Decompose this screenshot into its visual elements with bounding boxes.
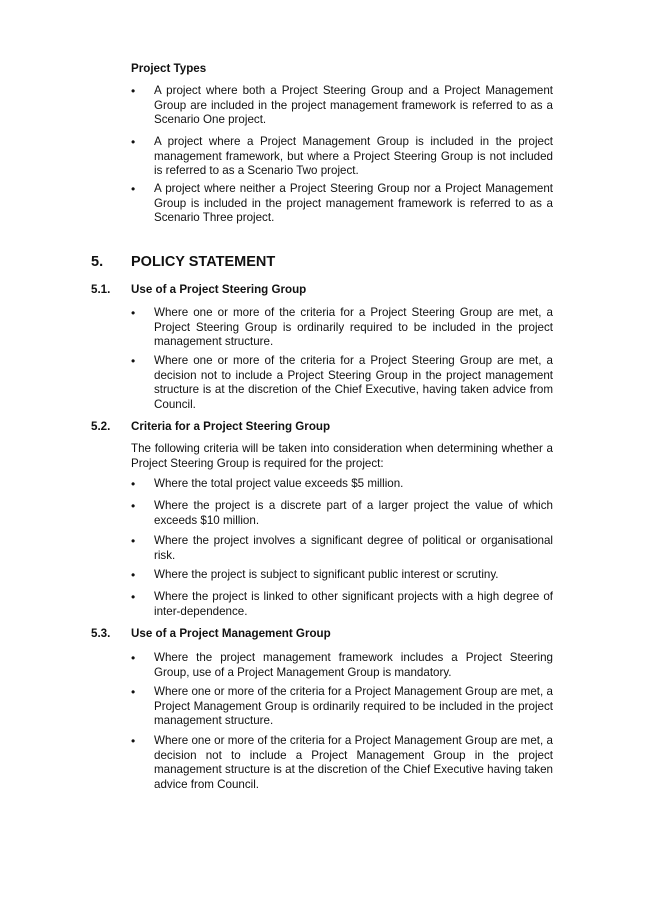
- s53-bullet-2: Where one or more of the criteria for a Project Management Group are met, a Project Management Group is ordinarily required to be included in the project management structure.: [154, 685, 553, 728]
- s52-bullet-2: Where the project is a discrete part of a larger project the value of which exceeds $10 million.: [154, 499, 553, 527]
- subsection-number: 5.1.: [91, 283, 111, 296]
- project-types-bullet-1: A project where both a Project Steering Group and a Project Management Group are included in the project management framework is referred to as a Scenario One project.: [154, 84, 553, 127]
- s51-bullet-1: Where one or more of the criteria for a Project Steering Group are met, a Project Steering Group is ordinarily required to be included in the project management structure.: [154, 306, 553, 349]
- s53-bullet-3: Where one or more of the criteria for a Project Management Group are met, a decision not to include a Project Management Group in the project management structure is at the discretion of the Chief Executive having taken advice from Council.: [154, 734, 553, 791]
- section-number: 5.: [91, 254, 104, 270]
- bullet-icon: •: [131, 182, 136, 196]
- subsection-number: 5.2.: [91, 420, 111, 433]
- s52-bullet-5: Where the project is linked to other significant projects with a high degree of inter-dependence.: [154, 590, 553, 618]
- bullet-icon: •: [131, 306, 136, 320]
- s51-bullet-2: Where one or more of the criteria for a Project Steering Group are met, a decision not to include a Project Steering Group in the project management structure is at the discretion of the Chief Executive, having taken advice from Council.: [154, 354, 553, 411]
- bullet-icon: •: [131, 685, 136, 699]
- project-types-bullet-2: A project where a Project Management Group is included in the project management framework, but where a Project Steering Group is not included is referred to as a Scenario Two project.: [154, 135, 553, 178]
- bullet-icon: •: [131, 499, 136, 513]
- s52-bullet-4: Where the project is subject to significant public interest or scrutiny.: [154, 568, 499, 581]
- s52-intro-paragraph: The following criteria will be taken into consideration when determining whether a Project Steering Group is required for the project:: [131, 442, 553, 470]
- project-types-bullet-3: A project where neither a Project Steering Group nor a Project Management Group is included in the project management framework is referred to as a Scenario Three project.: [154, 182, 553, 225]
- bullet-icon: •: [131, 590, 136, 604]
- subsection-title: Use of a Project Steering Group: [131, 283, 307, 296]
- bullet-icon: •: [131, 568, 136, 582]
- bullet-icon: •: [131, 354, 136, 368]
- bullet-icon: •: [131, 135, 136, 149]
- s52-bullet-1: Where the total project value exceeds $5 million.: [154, 477, 404, 490]
- subsection-number: 5.3.: [91, 627, 111, 640]
- bullet-icon: •: [131, 651, 136, 665]
- bullet-icon: •: [131, 734, 136, 748]
- s52-bullet-3: Where the project involves a significant degree of political or organisational risk.: [154, 534, 553, 562]
- s53-bullet-1: Where the project management framework includes a Project Steering Group, use of a Project Management Group is mandatory.: [154, 651, 553, 679]
- section-title: POLICY STATEMENT: [131, 254, 276, 270]
- project-types-heading: Project Types: [131, 62, 207, 75]
- subsection-title: Criteria for a Project Steering Group: [131, 420, 331, 433]
- subsection-title: Use of a Project Management Group: [131, 627, 331, 640]
- bullet-icon: •: [131, 84, 136, 98]
- bullet-icon: •: [131, 534, 136, 548]
- bullet-icon: •: [131, 477, 136, 491]
